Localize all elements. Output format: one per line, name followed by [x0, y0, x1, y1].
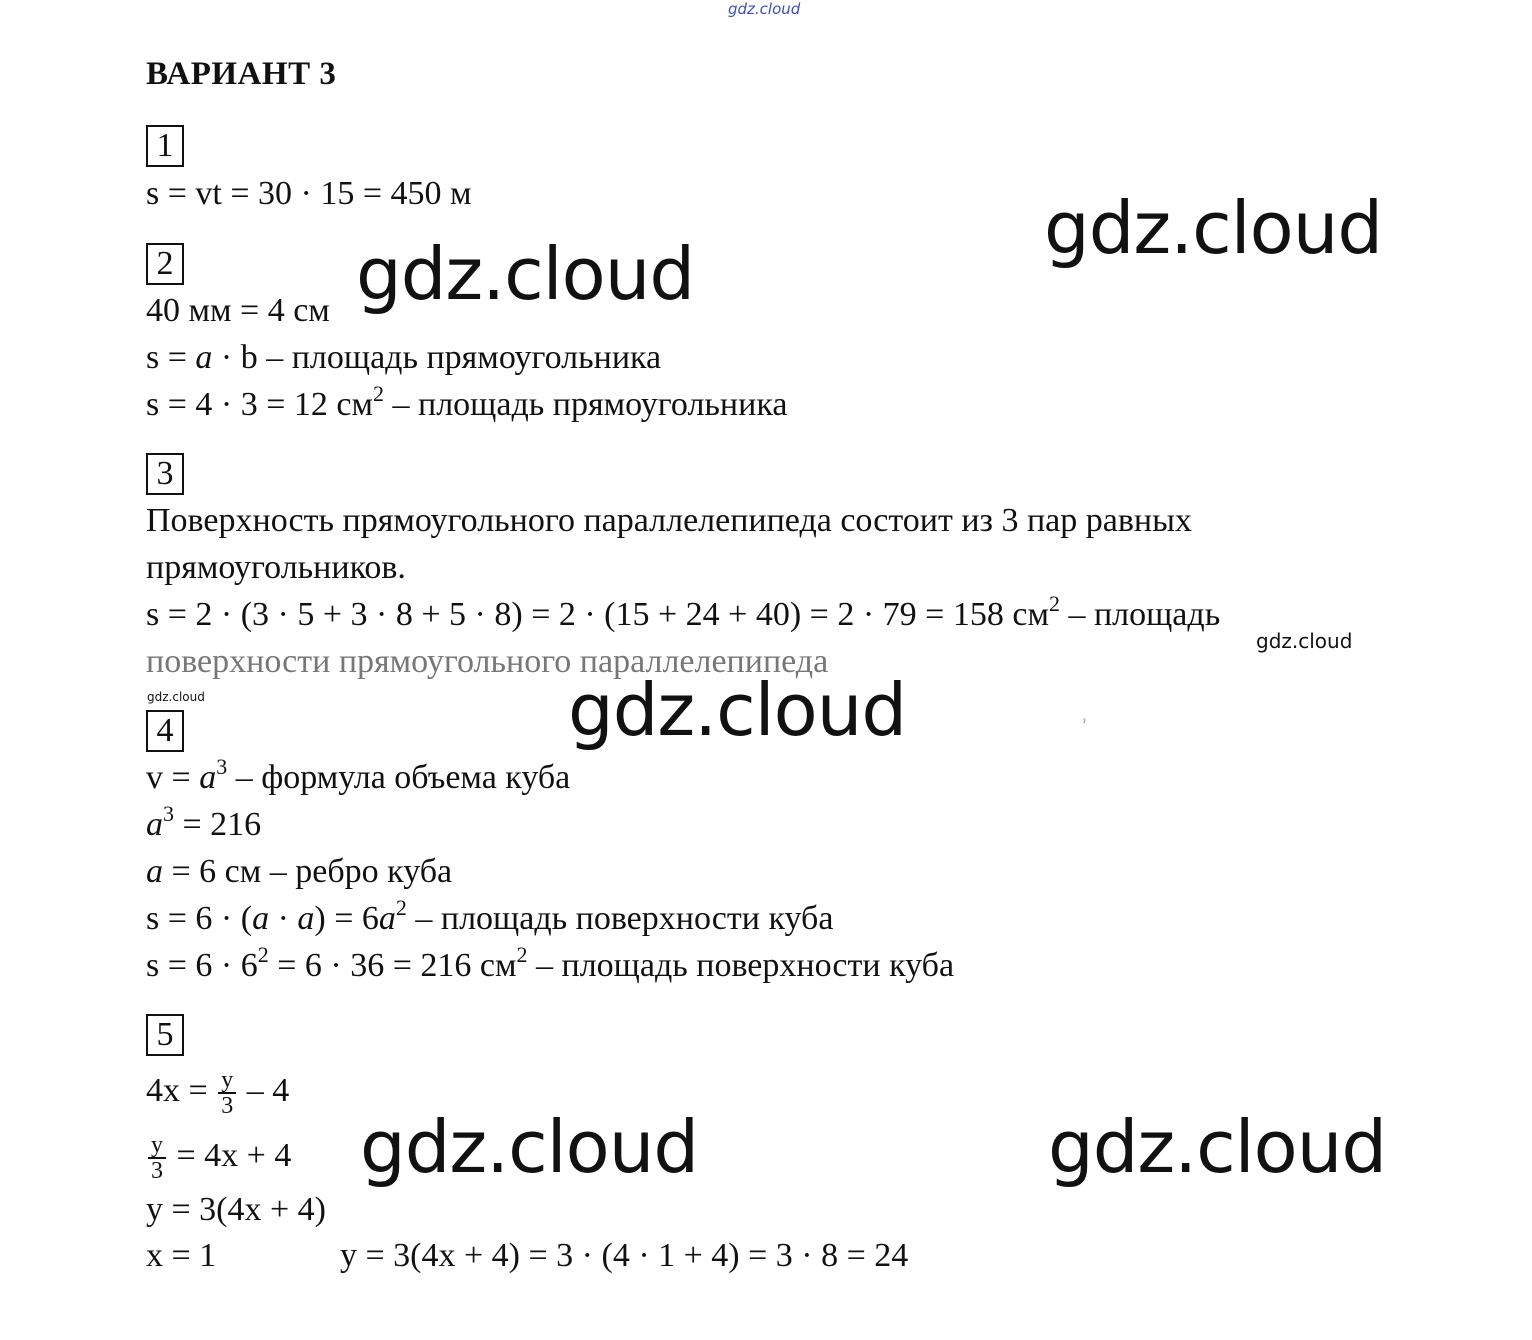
task-line: s = vt = 30 · 15 = 450 м	[146, 175, 472, 212]
task-number-box: 1	[146, 125, 184, 167]
fraction: $\frac{y}{3}$	[218, 1068, 236, 1118]
stray-mark: ˀ	[1083, 718, 1086, 729]
fraction: $\frac{y}{3}$	[148, 1133, 166, 1183]
task-line: Поверхность прямоугольного параллелепипеда состоит из 3 пар равных	[146, 502, 1192, 539]
task-line: $\frac{y}{3}$ = 4x + 4	[146, 1133, 291, 1183]
task-line: y = 3(4x + 4) = 3 · (4 · 1 + 4) = 3 · 8 = 24	[340, 1237, 909, 1274]
watermark-big: gdz.cloud	[568, 668, 907, 752]
task-line: поверхности прямоугольного параллелепипеда	[146, 643, 829, 680]
task-line: $s = 6 \cdot 6^2 = 6 \cdot 36 = 216$ $см^2$ – площадь поверхности куба	[146, 942, 955, 984]
task-number-box: 2	[146, 243, 184, 285]
watermark-top[interactable]: gdz.cloud	[728, 0, 801, 18]
task-line: $s = 6 \cdot (a \cdot a) = 6a^2$ – площадь поверхности куба	[146, 895, 834, 937]
task-line: 40 мм = 4 см	[146, 292, 330, 329]
task-number-box: 3	[146, 453, 184, 495]
task-line: прямоугольников.	[146, 549, 406, 586]
watermark-big: gdz.cloud	[1044, 186, 1383, 270]
watermark-small: gdz.cloud	[1256, 629, 1353, 653]
watermark-big: gdz.cloud	[356, 232, 695, 316]
task-number-box: 5	[146, 1014, 184, 1056]
task-line: s = a · b – площадь прямоугольника	[146, 339, 662, 376]
page-title: ВАРИАНТ 3	[146, 56, 337, 92]
watermark-tiny: gdz.cloud	[147, 690, 205, 704]
task-line: y = 3(4x + 4)	[146, 1191, 326, 1228]
task-line: s = 4 · 3 = 12 $см^2$ – площадь прямоугольника	[146, 381, 788, 423]
task-line: $v = a^3$ – формула объема куба	[146, 754, 571, 796]
task-line: s = 2 · (3 · 5 + 3 · 8 + 5 · 8) = 2 · (15 + 24 + 40) = 2 · 79 = 158 $см^2$ – площадь	[146, 591, 1221, 633]
watermark-big: gdz.cloud	[1048, 1105, 1387, 1189]
task-line: x = 1	[146, 1237, 217, 1274]
task-number-box: 4	[146, 710, 184, 752]
task-line: a = 6 см – ребро куба	[146, 853, 453, 890]
task-line: 4x = $\frac{y}{3}$ – 4	[146, 1067, 290, 1119]
task-line: $a^3 = 216$	[146, 801, 262, 843]
watermark-big: gdz.cloud	[360, 1105, 699, 1189]
